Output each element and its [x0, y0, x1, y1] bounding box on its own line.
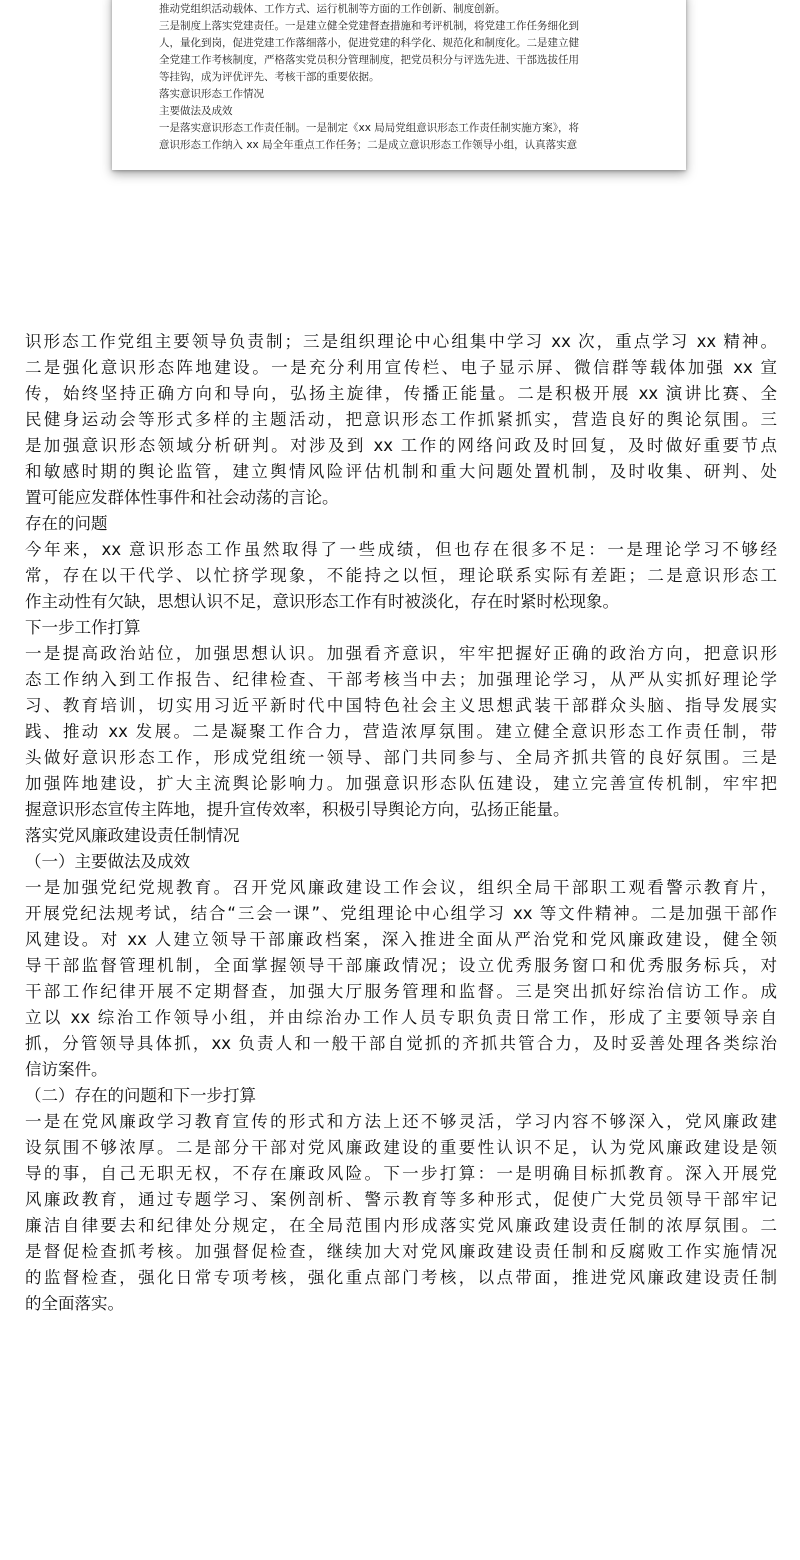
paragraph-line: 信访案件。 — [25, 1060, 108, 1079]
paragraph-line: 置可能应发群体性事件和社会动荡的言论。 — [25, 488, 339, 507]
paragraph-line: 习、教育培训，切实用习近平新时代中国特色社会主义思想武装干部群众头脑、指导发展实 — [25, 696, 777, 715]
paragraph-line: 加强阵地建设，扩大主流舆论影响力。加强意识形态队伍建设，建立完善宣传机制，牢牢把 — [25, 774, 777, 793]
paragraph-line: 风建设。对 xx 人建立领导干部廉政档案，深入推进全面从严治党和党风廉政建设，健全领 — [25, 930, 777, 949]
preview-line: 全党建工作考核制度，严格落实党员积分管理制度，把党员积分与评选先进、干部选拔任用 — [159, 54, 579, 66]
preview-line: 主要做法及成效 — [159, 105, 233, 117]
section-heading: 存在的问题 — [25, 514, 108, 533]
section-heading: 下一步工作打算 — [25, 618, 141, 637]
paragraph-line: 一是在党风廉政学习教育宣传的形式和方法上还不够灵活，学习内容不够深入，党风廉政建 — [25, 1112, 777, 1131]
paragraph-line: 是加强意识形态领域分析研判。对涉及到 xx 工作的网络问政及时回复，及时做好重要节点 — [25, 436, 777, 455]
paragraph-line: 导的事，自己无职无权，不存在廉政风险。下一步打算：一是明确目标抓教育。深入开展党 — [25, 1164, 777, 1183]
paragraph-line: 握意识形态宣传主阵地，提升宣传效率，积极引导舆论方向，弘扬正能量。 — [25, 800, 570, 819]
paragraph-line: 今年来，xx 意识形态工作虽然取得了一些成绩，但也存在很多不足：一是理论学习不够经 — [25, 540, 777, 559]
paragraph-line: 二是强化意识形态阵地建设。一是充分利用宣传栏、电子显示屏、微信群等载体加强 xx 宣 — [25, 358, 777, 377]
document-preview-text — [159, 0, 659, 154]
paragraph-line: 风廉政教育，通过专题学习、案例剖析、警示教育等多种形式，促使广大党员领导干部牢记 — [25, 1190, 777, 1209]
paragraph-line: 态工作纳入到工作报告、纪律检查、干部考核当中去；加强理论学习，从严从实抓好理论学 — [25, 670, 777, 689]
preview-line: 一是落实意识形态工作责任制。一是制定《xx 局局党组意识形态工作责任制实施方案》，将 — [159, 122, 580, 134]
section-heading: （二）存在的问题和下一步打算 — [25, 1086, 256, 1105]
paragraph-line: 作主动性有欠缺，思想认识不足，意识形态工作有时被淡化，存在时紧时松现象。 — [25, 592, 619, 611]
paragraph-line: 是督促检查抓考核。加强督促检查，继续加大对党风廉政建设责任制和反腐败工作实施情况 — [25, 1242, 777, 1261]
paragraph-line: 设氛围不够浓厚。二是部分干部对党风廉政建设的重要性认识不足，认为党风廉政建设是领 — [25, 1138, 777, 1157]
document-preview-card — [112, 0, 686, 170]
paragraph-line: 一是提高政治站位，加强思想认识。加强看齐意识，牢牢把握好正确的政治方向，把意识形 — [25, 644, 777, 663]
paragraph-line: 头做好意识形态工作，形成党组统一领导、部门共同参与、全局齐抓共管的良好氛围。三是 — [25, 748, 777, 767]
paragraph-line: 常，存在以干代学、以忙挤学现象，不能持之以恒，理论联系实际有差距；二是意识形态工 — [25, 566, 777, 585]
preview-line: 人，量化到岗，促进党建工作落细落小，促进党建的科学化、规范化和制度化。二是建立健 — [159, 37, 579, 49]
preview-line: 落实意识形态工作情况 — [159, 88, 264, 100]
paragraph-line: 民健身运动会等形式多样的主题活动，把意识形态工作抓紧抓实，营造良好的舆论氛围。三 — [25, 410, 777, 429]
paragraph-line: 一是加强党纪党规教育。召开党风廉政建设工作会议，组织全局干部职工观看警示教育片， — [25, 878, 777, 897]
preview-line: 等挂钩，成为评优评先、考核干部的重要依据。 — [159, 71, 380, 83]
paragraph-line: 干部工作纪律开展不定期督查，加强大厅服务管理和监督。三是突出抓好综治信访工作。成 — [25, 982, 777, 1001]
section-heading: 落实党风廉政建设责任制情况 — [25, 826, 240, 845]
preview-line: 推动党组织活动载体、工作方式、运行机制等方面的工作创新、制度创新。 — [159, 3, 506, 15]
preview-line: 三是制度上落实党建责任。一是建立健全党建督查措施和考评机制，将党建工作任务细化到 — [159, 20, 579, 32]
paragraph-line: 践、推动 xx 发展。二是凝聚工作合力，营造浓厚氛围。建立健全意识形态工作责任制，带 — [25, 722, 777, 741]
paragraph-line: 开展党纪法规考试，结合“三会一课”、党组理论中心组学习 xx 等文件精神。二是加强干部作 — [25, 904, 777, 923]
paragraph-line: 抓，分管领导具体抓，xx 负责人和一般干部自觉抓的齐抓共管合力，及时妥善处理各类综治 — [25, 1034, 777, 1053]
paragraph-line: 廉洁自律要去和纪律处分规定，在全局范围内形成落实党风廉政建设责任制的浓厚氛围。二 — [25, 1216, 777, 1235]
preview-line: 意识形态工作纳入 xx 局全年重点工作任务；二是成立意识形态工作领导小组，认真落实意 — [159, 139, 578, 151]
paragraph-line: 的监督检查，强化日常专项考核，强化重点部门考核，以点带面，推进党风廉政建设责任制 — [25, 1268, 777, 1287]
paragraph-line: 导干部监督管理机制，全面掌握领导干部廉政情况；设立优秀服务窗口和优秀服务标兵，对 — [25, 956, 777, 975]
paragraph-line: 的全面落实。 — [25, 1294, 124, 1313]
paragraph-line: 立以 xx 综治工作领导小组，并由综治办工作人员专职负责日常工作，形成了主要领导亲自 — [25, 1008, 777, 1027]
paragraph-line: 识形态工作党组主要领导负责制；三是组织理论中心组集中学习 xx 次，重点学习 xx 精神。 — [25, 332, 777, 351]
paragraph-line: 和敏感时期的舆论监管，建立舆情风险评估机制和重大问题处置机制，及时收集、研判、处 — [25, 462, 777, 481]
article-body — [25, 329, 777, 1317]
section-heading: （一）主要做法及成效 — [25, 852, 190, 871]
paragraph-line: 传，始终坚持正确方向和导向，弘扬主旋律，传播正能量。二是积极开展 xx 演讲比赛、全 — [25, 384, 777, 403]
